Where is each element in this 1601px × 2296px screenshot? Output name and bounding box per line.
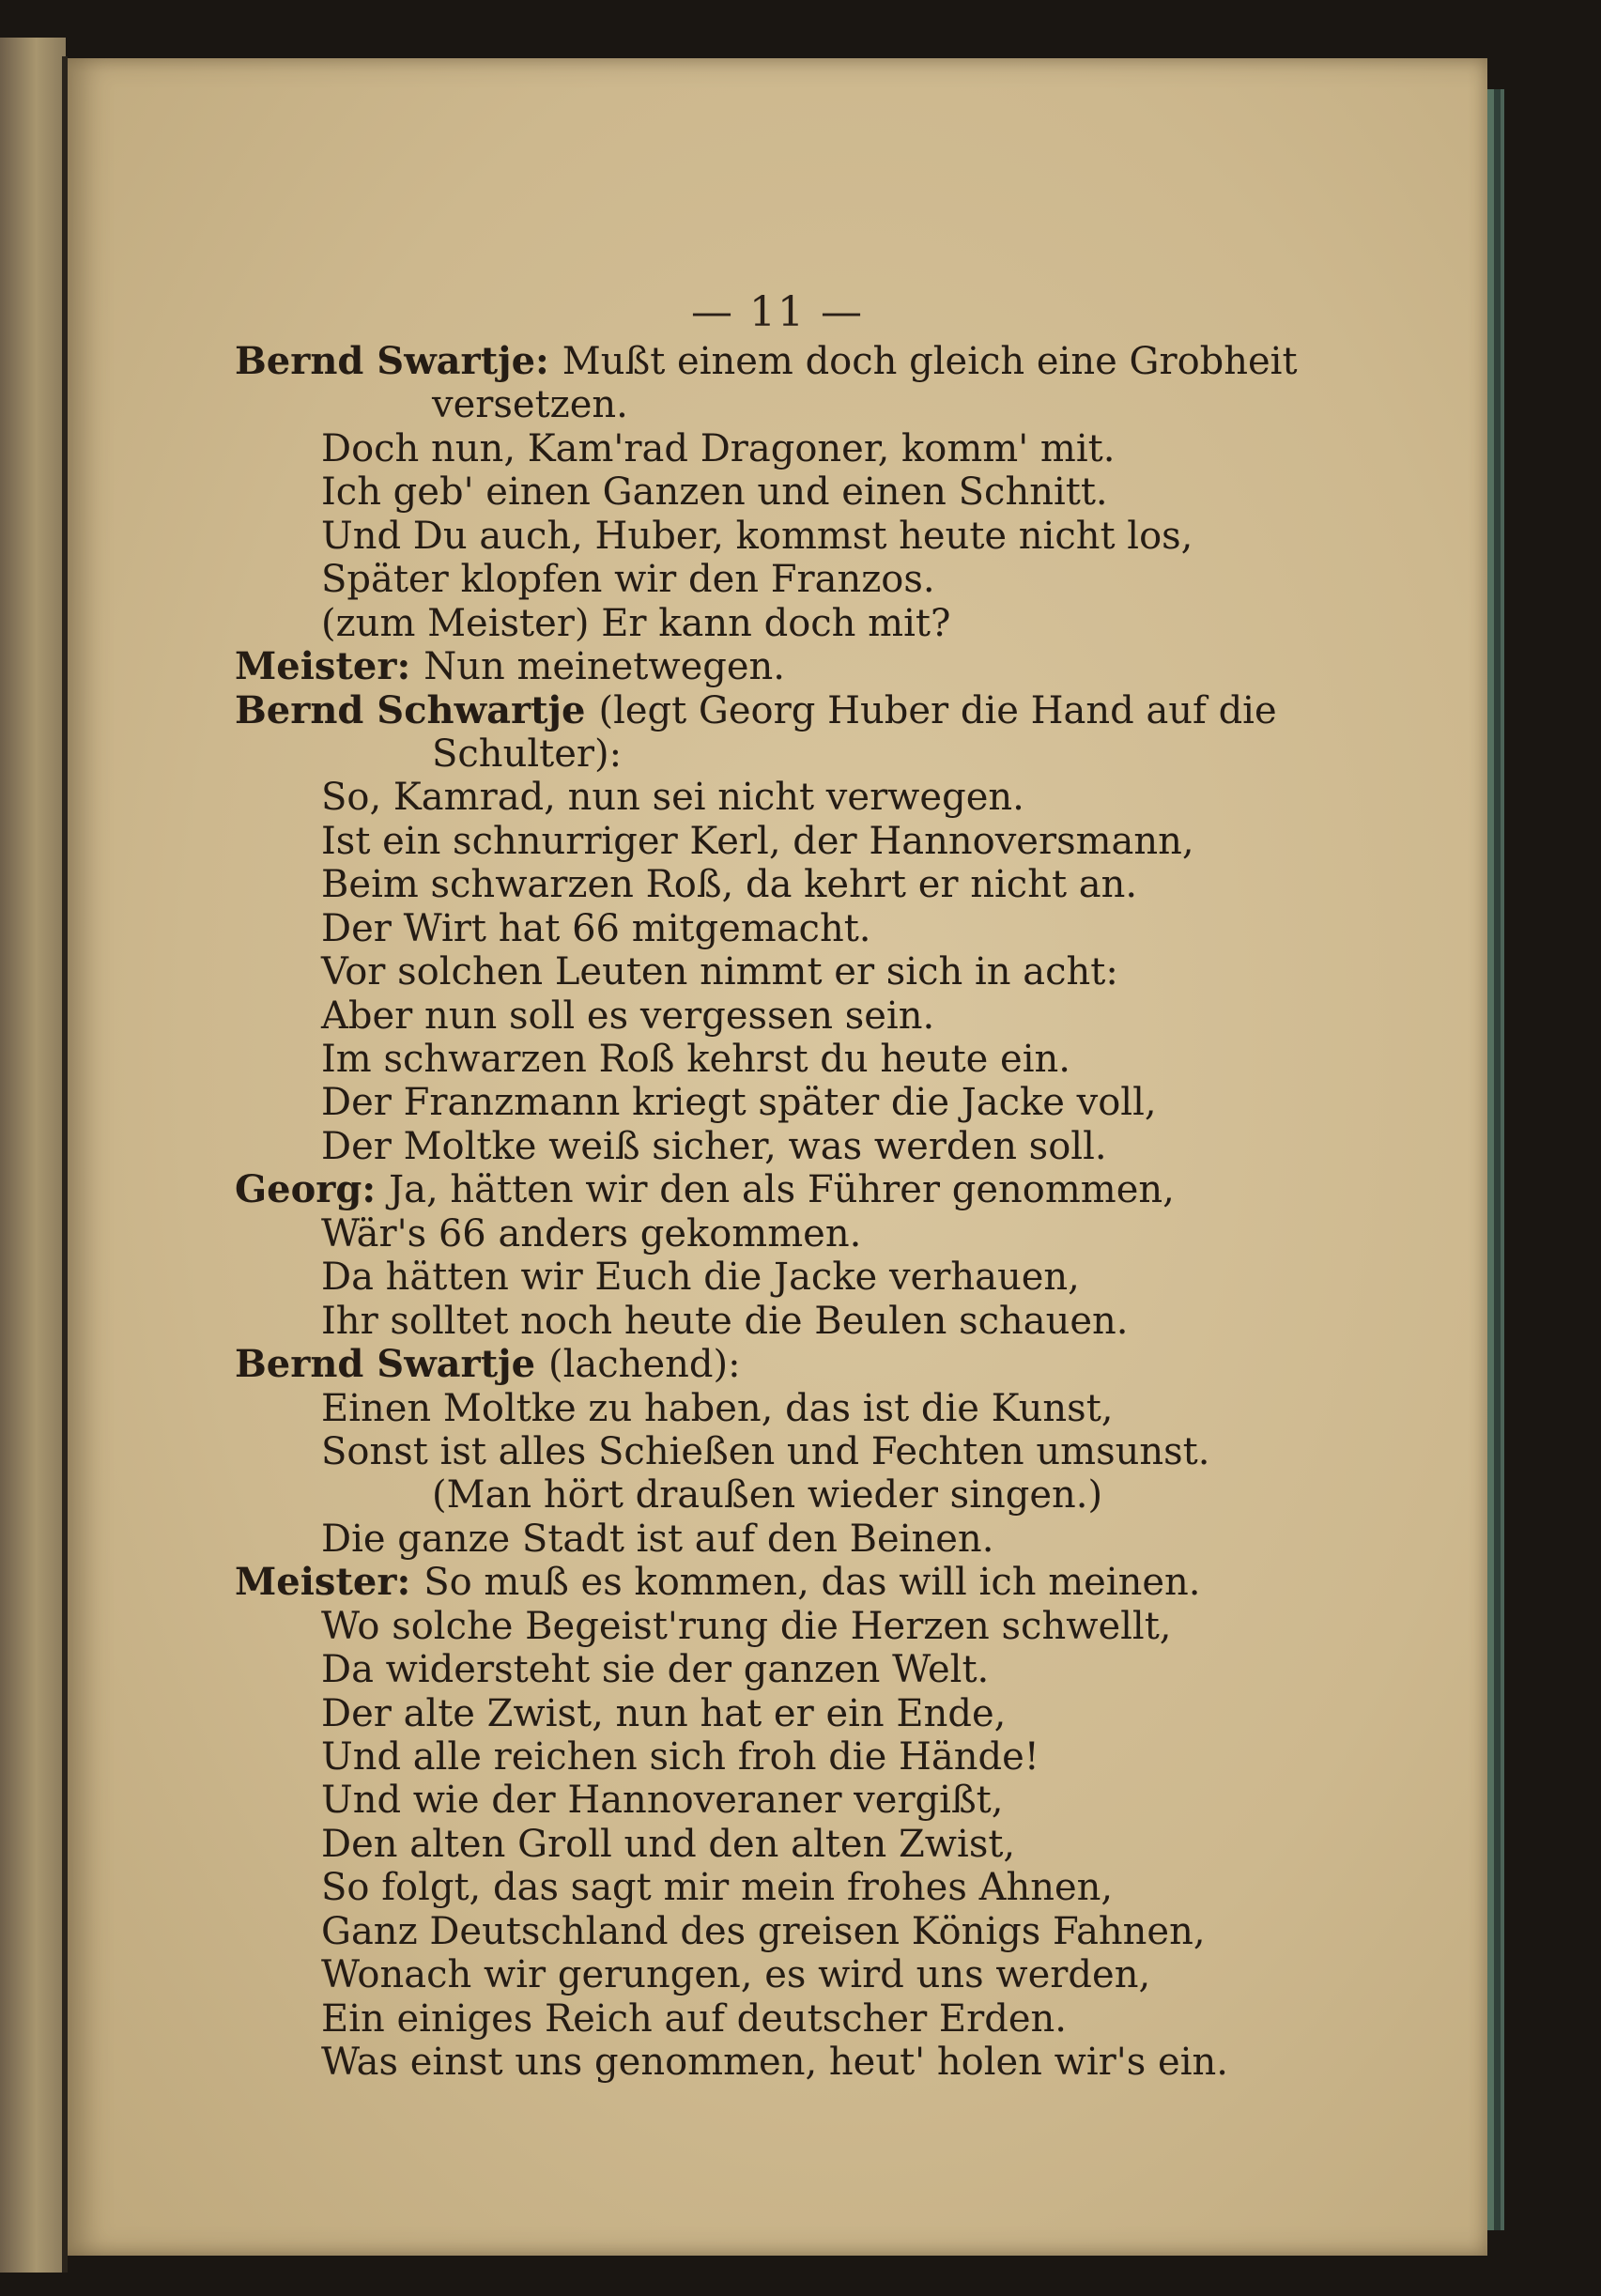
text-line [235, 1561, 1296, 1604]
text-line: Aber nun soll es vergessen sein. [321, 994, 935, 1038]
line-text: Nun meinetwegen. [423, 645, 786, 689]
text-line: Vor solchen Leuten nimmt er sich in acht: [321, 950, 1118, 994]
text-line [235, 1168, 1296, 1211]
text-line: (zum Meister) Er kann doch mit? [321, 601, 951, 645]
text-line: Wo solche Begeist'rung die Herzen schwellt, [321, 1604, 1172, 1648]
text-line: Ganz Deutschland des greisen Königs Fahnen, [321, 1909, 1206, 1953]
text-line [235, 340, 1296, 383]
text-line: Wonach wir gerungen, es wird uns werden, [321, 1953, 1151, 1997]
line-text: (legt Georg Huber die Hand auf die [598, 688, 1277, 732]
line-text: (lachend): [548, 1343, 741, 1387]
page-number: — 11 — [691, 288, 864, 336]
text-line: Wär's 66 anders gekommen. [321, 1211, 862, 1256]
text-line [235, 645, 1296, 688]
line-text: So muß es kommen, das will ich meinen. [423, 1561, 1201, 1605]
text-line: Der Wirt hat 66 mitgemacht. [321, 906, 871, 950]
text-line [235, 689, 1296, 732]
book-cover-edge [1501, 89, 1504, 2230]
text-line: Den alten Groll und den alten Zwist, [321, 1822, 1016, 1866]
text-line: Und Du auch, Huber, kommst heute nicht los, [321, 514, 1193, 558]
text-line [235, 1343, 1296, 1386]
line-text: Mußt einem doch gleich eine Grobheit [562, 340, 1298, 383]
stage-direction: (Man hört draußen wieder singen.) [432, 1473, 1103, 1518]
speaker-name: Bernd Schwartje [235, 687, 586, 732]
play-text [235, 340, 1296, 2085]
text-line: Später klopfen wir den Franzos. [321, 558, 935, 602]
text-line: So, Kamrad, nun sei nicht verwegen. [321, 776, 1024, 820]
text-line: Was einst uns genommen, heut' holen wir's ein. [321, 2041, 1228, 2085]
text-line: Der alte Zwist, nun hat er ein Ende, [321, 1691, 1007, 1735]
text-line: Beim schwarzen Roß, da kehrt er nicht an. [321, 863, 1138, 907]
text-line: Schulter): [432, 732, 623, 776]
book-page [68, 58, 1487, 2256]
text-line: Doch nun, Kam'rad Dragoner, komm' mit. [321, 426, 1116, 470]
text-line: Ist ein schnurriger Kerl, der Hannoversmann, [321, 819, 1194, 863]
book-cover-edge [1494, 89, 1501, 2230]
speaker-name: Meister: [235, 644, 411, 689]
text-line: Der Franzmann kriegt später die Jacke voll, [321, 1081, 1157, 1125]
text-line: Sonst ist alles Schießen und Fechten umsunst. [321, 1429, 1210, 1473]
text-line: Der Moltke weiß sicher, was werden soll. [321, 1124, 1107, 1168]
speaker-name: Georg: [235, 1167, 377, 1212]
speaker-name: Bernd Swartje: [235, 339, 549, 383]
text-line: So folgt, das sagt mir mein frohes Ahnen, [321, 1866, 1114, 1910]
text-line: Und wie der Hannoveraner vergißt, [321, 1779, 1004, 1823]
text-line: Ich geb' einen Ganzen und einen Schnitt. [321, 470, 1108, 515]
text-line: Im schwarzen Roß kehrst du heute ein. [321, 1038, 1070, 1081]
speaker-name: Meister: [235, 1560, 411, 1605]
text-line: Ein einiges Reich auf deutscher Erden. [321, 1996, 1067, 2041]
text-line: Da hätten wir Euch die Jacke verhauen, [321, 1256, 1080, 1300]
book-cover-edge [1487, 89, 1494, 2230]
text-line: Die ganze Stadt ist auf den Beinen. [321, 1517, 994, 1561]
text-line: Und alle reichen sich froh die Hände! [321, 1735, 1039, 1779]
text-line: Ihr solltet noch heute die Beulen schauen. [321, 1299, 1129, 1343]
speaker-name: Bernd Swartje [235, 1342, 536, 1387]
facing-page-edge [0, 38, 66, 2273]
text-line: versetzen. [432, 383, 628, 427]
text-line: Da widersteht sie der ganzen Welt. [321, 1648, 990, 1692]
line-text: Ja, hätten wir den als Führer genommen, [389, 1168, 1175, 1212]
text-line: Einen Moltke zu haben, das ist die Kunst, [321, 1386, 1114, 1430]
